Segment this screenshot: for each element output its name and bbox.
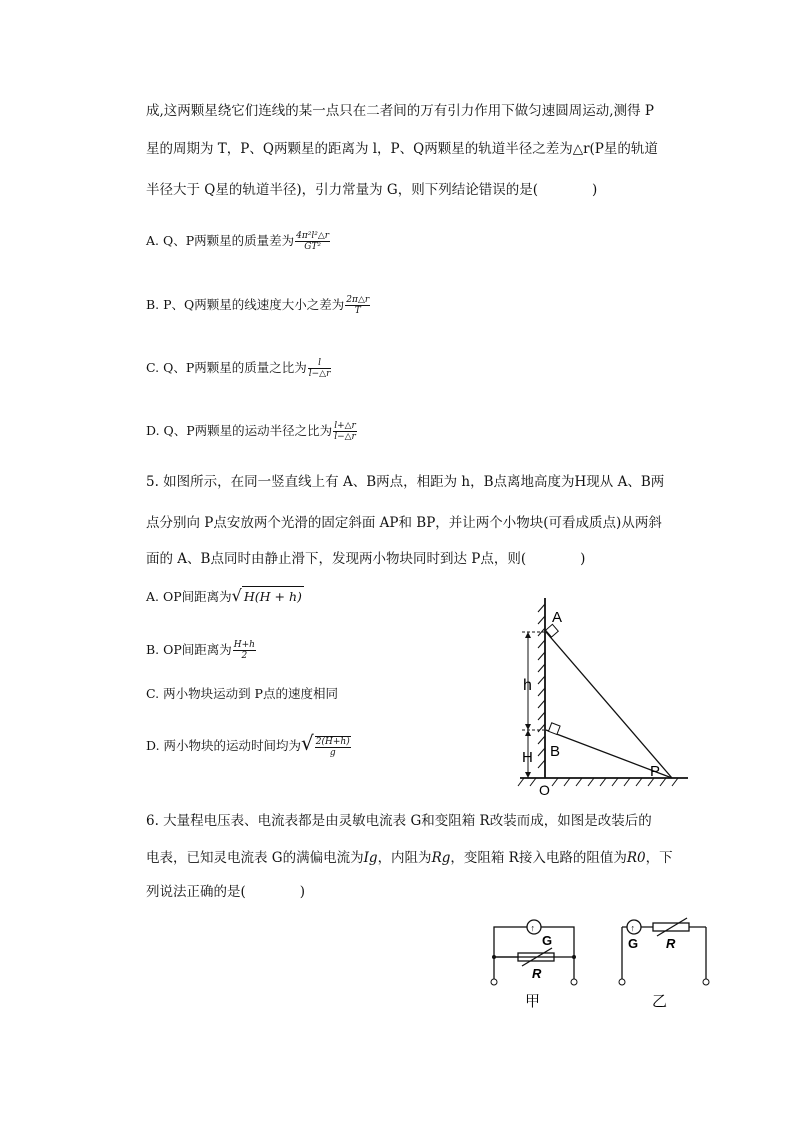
block-a: [546, 624, 559, 637]
q5-option-d-text: D. 两小物块的运动时间均为: [146, 738, 302, 753]
q4-option-d: [146, 421, 357, 442]
q5-option-b-numerator: H+h: [233, 640, 255, 650]
label-h: h: [523, 677, 532, 694]
q4-option-c-fraction: [308, 358, 332, 379]
label-bigh: H: [522, 749, 533, 766]
galv-arrow-right: ↑: [630, 923, 635, 933]
q5-stem-line-2: 点分别向 P点安放两个光滑的固定斜面 AP和 BP，并让两个小物块(可看成质点)从两斜: [146, 515, 662, 531]
q6-line2-a: 电表，已知灵电流表 G的满偏电流为: [146, 850, 364, 866]
label-b: B: [550, 743, 561, 760]
arrow-bigh-bottom: [525, 772, 531, 778]
caption-left: 甲: [525, 993, 541, 1010]
incline-ap: [546, 632, 672, 778]
q6-line2-g: ，下: [645, 850, 673, 866]
q5-incline-figure: [510, 590, 690, 800]
q4-option-a-numerator: 4π²l²△r: [296, 231, 330, 241]
q4-option-d-fraction: [333, 421, 357, 442]
q4-option-d-denominator: l−△r: [334, 432, 356, 442]
q4-option-d-numerator: l+△r: [334, 421, 356, 431]
q5-stem-line-3: 面的 A、B点同时由静止滑下，发现两小物块同时到达 P点，则( ): [146, 551, 586, 567]
label-p: P: [650, 763, 661, 780]
q5-option-a-expression: H(H + h): [242, 586, 304, 607]
q4-option-a-text: A. Q、P两颗星的质量差为: [146, 233, 295, 248]
q5-option-d-fraction: [315, 736, 351, 758]
q4-option-c-text: C. Q、P两颗星的质量之比为: [146, 360, 307, 375]
q5-option-d-numerator: 2(H+h): [315, 736, 350, 747]
q4-option-c-denominator: l−△r: [308, 369, 331, 379]
q4-option-c-numerator: l: [308, 358, 332, 369]
q6-line2-c: ，内阻为: [377, 850, 432, 866]
terminal-right-2: [703, 979, 709, 985]
q6-r0: R0: [626, 850, 646, 866]
terminal-left-1: [491, 979, 497, 985]
q4-option-b-denominator: T: [354, 306, 361, 316]
q5-option-a-text: A. OP间距离为: [146, 589, 232, 604]
q5-option-b-fraction: [233, 640, 256, 661]
q6-stem-line-1: 6. 大量程电压表、电流表都是由灵敏电流表 G和变阻箱 R改装而成，如图是改装后的: [146, 813, 652, 829]
label-a: A: [552, 609, 563, 626]
junction-left-2: [572, 955, 576, 959]
wall-hatching: [538, 604, 545, 768]
q5-option-a: A. OP间距离为√ H(H + h): [146, 586, 302, 605]
q4-option-a-denominator: GT²: [304, 242, 322, 252]
terminal-right-1: [619, 979, 625, 985]
q5-option-d-denominator: g: [329, 747, 336, 758]
arrow-bigh-top: [525, 730, 531, 736]
q4-option-b-text: B. P、Q两颗星的线速度大小之差为: [146, 297, 345, 312]
terminal-left-2: [571, 979, 577, 985]
q4-option-c: [146, 358, 331, 379]
label-g-left: G: [542, 933, 553, 948]
galv-arrow-left: ↑: [530, 923, 535, 933]
caption-right: 乙: [652, 993, 668, 1010]
label-r-left: R: [532, 966, 542, 981]
q5-option-b-text: B. OP间距离为: [146, 642, 232, 657]
q4-stem-line-1: 成,这两颗星绕它们连线的某一点只在二者间的万有引力作用下做匀速圆周运动,测得 P: [146, 103, 654, 119]
label-r-right: R: [666, 936, 676, 951]
block-b: [548, 723, 560, 735]
arrow-h-bottom: [525, 724, 531, 730]
junction-left-1: [492, 955, 496, 959]
q5-option-b-denominator: 2: [241, 651, 248, 661]
q6-line2-e: ，变阻箱 R接入电路的阻值为: [450, 850, 627, 866]
arrow-h-top: [525, 632, 531, 638]
label-o: O: [539, 782, 550, 798]
q6-rg: Rg: [431, 850, 451, 866]
q6-circuit-figure: [480, 912, 720, 1012]
q4-option-a-fraction: [295, 231, 330, 252]
q4-stem-line-2: 星的周期为 T，P、Q两颗星的距离为 l，P、Q两颗星的轨道半径之差为△r(P星的轨道: [146, 141, 658, 157]
q5-option-d: D. 两小物块的运动时间均为√ $\frac{2(H+h)}{g}$: [146, 731, 350, 758]
q4-option-b-numerator: 2π△r: [346, 295, 370, 305]
q4-option-a: [146, 231, 330, 252]
q5-option-b: [146, 640, 256, 661]
q5-stem-line-1: 5. 如图所示，在同一竖直线上有 A、B两点，相距为 h，B点离地高度为H现从 A、B两: [146, 474, 665, 490]
q4-option-d-text: D. Q、P两颗星的运动半径之比为: [146, 423, 333, 438]
label-g-right: G: [628, 936, 639, 951]
q6-stem-line-2: [146, 848, 673, 868]
q5-option-c: C. 两小物块运动到 P点的速度相同: [146, 686, 338, 701]
q4-stem-line-3: 半径大于 Q星的轨道半径)，引力常量为 G，则下列结论错误的是( ): [146, 182, 598, 198]
q4-option-b-fraction: [345, 295, 370, 316]
q6-ig: Ig: [363, 850, 378, 866]
q4-option-b: [146, 295, 370, 316]
q6-stem-line-3: 列说法正确的是( ): [146, 884, 306, 900]
